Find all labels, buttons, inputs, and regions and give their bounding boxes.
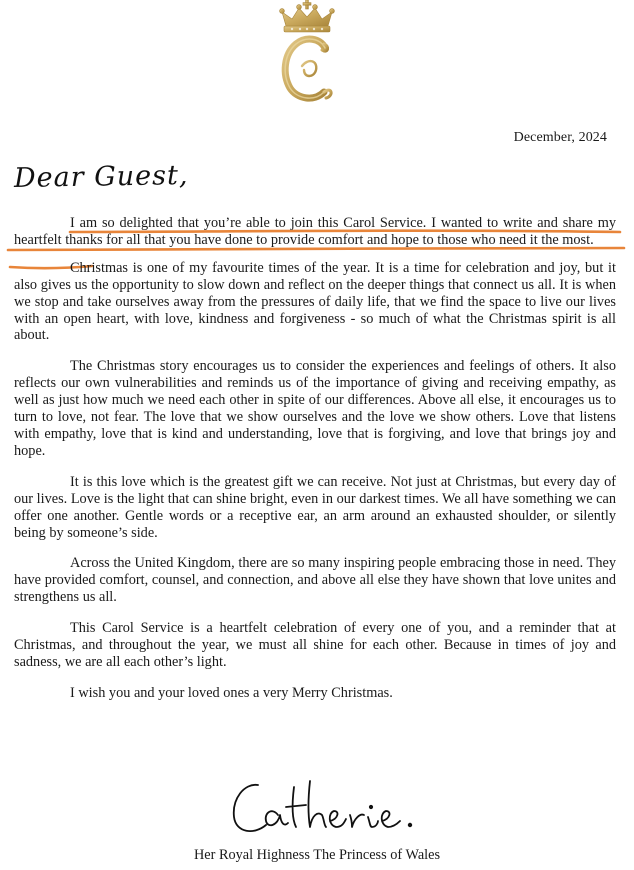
paragraph-carol-service: This Carol Service is a heartfelt celebration of every one of you, and a reminder that at Christmas, and throughout the year, we must all shine for each other. Because in times of joy and sadness, we are all each other’s light. [14,620,616,670]
paragraph-love: It is this love which is the greatest gift we can receive. Not just at Christmas, but every day of our lives. Love is the light that can shine bright, even in our darkest times. We all have something we can offer one another. Gentle words or a receptive ear, an arm around an exhausted shoulder, or silently being by someone’s side. [14,473,616,541]
signoff-title: Her Royal Highness The Princess of Wales [193,847,441,863]
paragraph-thanks: I am so delighted that you’re able to join this Carol Service. I wanted to write and share my heartfelt thanks for all that you have done to provide comfort and hope to those who need it the most. [14,215,616,248]
letter-body [14,215,616,716]
royal-crest-icon [262,0,352,106]
letter-date: December, 2024 [513,130,607,145]
paragraph-christmas-story: The Christmas story encourages us to consider the experiences and feelings of others. It also reflects our own vulnerabilities and reminds us of the importance of giving and receiving empathy, as well as just how much we need each other in spite of our differences. Above all else, it encourages us to turn to love, not fear. The love that we show ourselves and the love we show others. Love that listens with empathy, love that is kind and understanding, love that is forgiving, and love that brings joy and hope. [14,358,616,459]
paragraph-united-kingdom: Across the United Kingdom, there are so many inspiring people embracing those in need. They have provided comfort, counsel, and connection, and above all else they have shown that love unites and strengthens us all. [14,555,616,606]
signature [226,775,416,843]
salutation: Dear Guest, [13,159,189,194]
paragraph-christmas: Christmas is one of my favourite times of the year. It is a time for celebration and joy, but it also gives us the opportunity to slow down and reflect on the deeper things that connect us all. It is when we stop and take ourselves away from the pressures of daily life, that we find the space to live our lives with an open heart, with love, kindness and forgiveness - so much of what the Christmas spirit is all about. [14,259,616,344]
paragraph-wishes: I wish you and your loved ones a very Merry Christmas. [70,684,393,701]
